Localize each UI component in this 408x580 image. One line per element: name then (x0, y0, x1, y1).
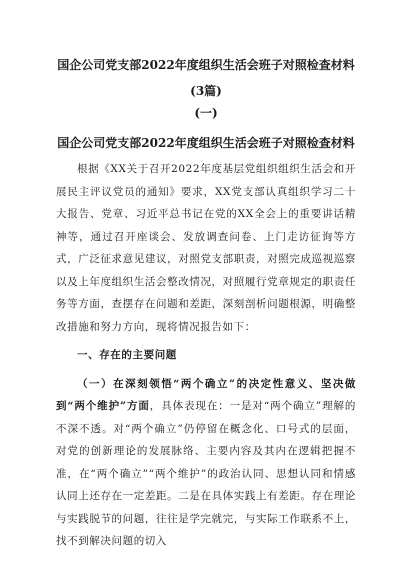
intro-paragraph: 根据《XX关于召开2022年度基层党组织组织生活会和开展民主评议党员的通知》要求，XX党支部认真组织学习二十大报告、党章、习近平总书记在党的XX全会上的重要讲话精神等，通过召开座谈会、发放调查问卷、上门走访征询等方式，广泛征求意见建议，对照党支部职责，对照完成巡视巡察以及上年度组织生活会整改情况，对照履行党章规定的职责任务等方面，查摆存在问题和差距，深刻剖析问题根源，明确整改措施和努力方向，现将情况报告如下： (56, 163, 356, 333)
point-paragraph (56, 373, 356, 553)
part-title: 国企公司党支部2022年度组织生活会班子对照检查材料 (57, 136, 355, 150)
part-number: (一) (194, 106, 218, 120)
point-heading: （一）在深刻领悟“两个确立”的决定性意义、坚决做到“两个维护”方面 (56, 377, 356, 412)
document-count: (3篇) (190, 84, 222, 98)
document-title: 国企公司党支部2022年度组织生活会班子对照检查材料 (57, 58, 355, 72)
section-heading: 一、存在的主要问题 (77, 349, 177, 361)
point-text: ，具体表现在：一是对“两个确立”理解的不深不透。对“两个确立”仍停留在概念化、口号式的层面，对党的创新理论的发展脉络、主要内容及其内在逻辑把握不准，在“两个确立”“两个维护”的政治认同、思想认同和情感认同上还存在一定差距。二是在具体实践上有差距。存在理论与实践脱节的问题，往往是学完就完，与实际工作联系不上，找不到解决问题的切入 (56, 400, 356, 547)
